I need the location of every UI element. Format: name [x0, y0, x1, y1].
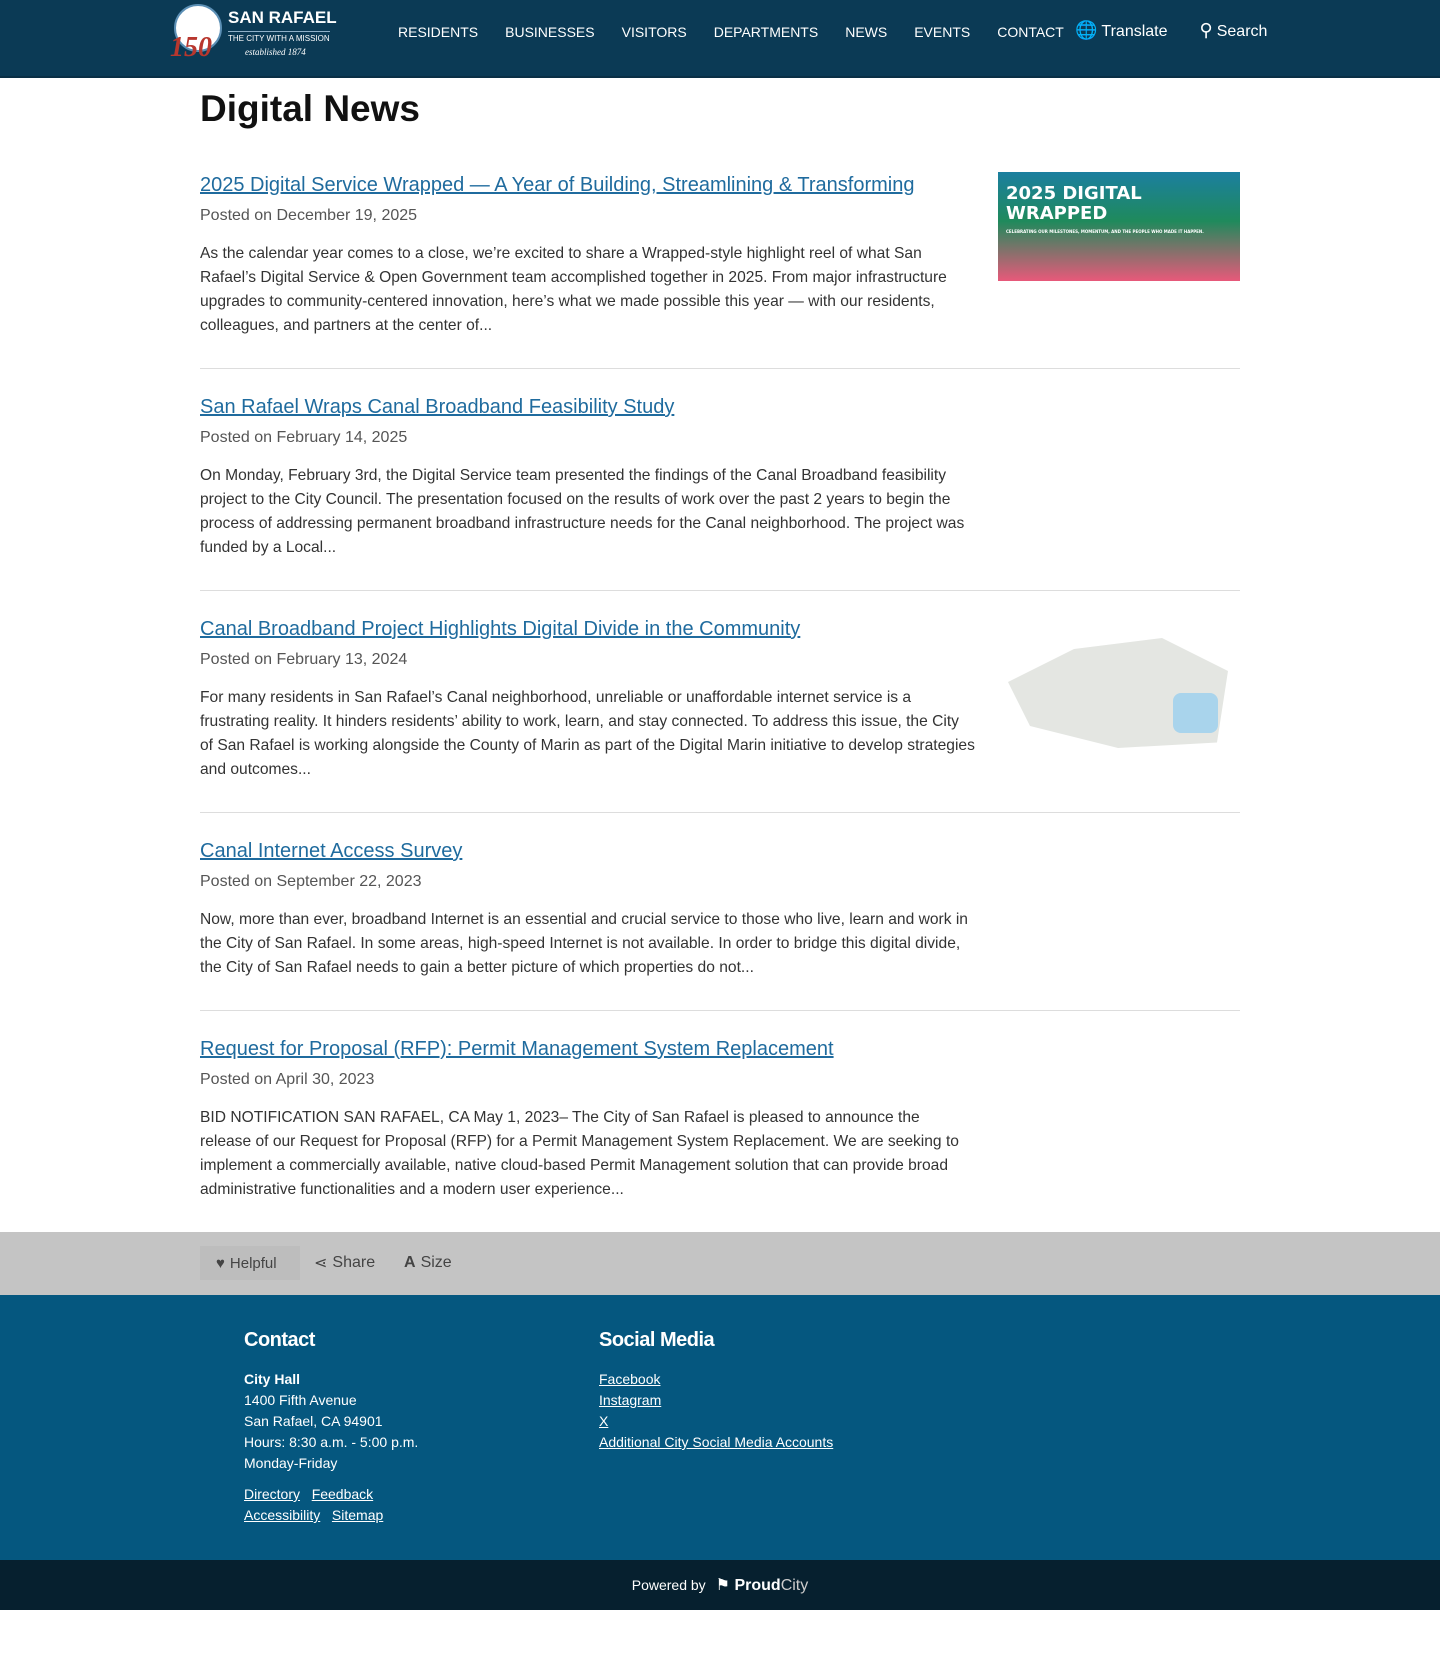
brand-light: City	[780, 1577, 809, 1594]
news-item	[200, 618, 1240, 813]
canal-map-thumbnail[interactable]	[998, 618, 1240, 780]
site-header	[0, 0, 1440, 78]
logo-established: established 1874	[245, 47, 306, 57]
nav-events[interactable]: EVENTS	[914, 24, 971, 40]
main-nav	[398, 0, 1064, 64]
page-actions-bar	[0, 1232, 1440, 1295]
news-date: Posted on April 30, 2023	[200, 1071, 375, 1088]
x-link[interactable]: X	[599, 1413, 609, 1429]
nav-news[interactable]: NEWS	[845, 24, 888, 40]
size-button[interactable]	[404, 1246, 452, 1280]
search-label: Search	[1216, 23, 1268, 40]
share-icon: ⋖	[314, 1255, 328, 1272]
map-water	[1173, 693, 1218, 733]
logo-anniversary: 150	[170, 32, 212, 63]
translate-label: Translate	[1101, 23, 1168, 40]
news-title-link[interactable]: Request for Proposal (RFP): Permit Management System Replacement	[200, 1038, 834, 1060]
thumbnail-text: 2025 DIGITAL WRAPPED	[1006, 183, 1142, 224]
news-excerpt: For many residents in San Rafael’s Canal neighborhood, unreliable or unaffordable internet service is a frustrating reality. It hinders residents’ ability to work, learn, and stay connected. To address this issue, the City of San Rafael is working alongside the County of Marin as part of the Digital Marin initiative to develop strategies and outcomes...	[200, 689, 975, 778]
globe-icon: 🌐	[1075, 20, 1098, 40]
news-date: Posted on February 13, 2024	[200, 651, 408, 668]
accessibility-link[interactable]: Accessibility	[244, 1507, 321, 1523]
sitemap-link[interactable]: Sitemap	[331, 1507, 384, 1523]
share-label: Share	[332, 1254, 376, 1271]
news-item	[200, 1038, 1240, 1233]
contact-heading: Contact	[244, 1329, 315, 1351]
helpful-button[interactable]	[200, 1246, 300, 1280]
news-item	[200, 396, 1240, 591]
news-excerpt: Now, more than ever, broadband Internet is an essential and crucial service to those who live, learn and work in the City of San Rafael. In some areas, high-speed Internet is not available. In order to bridge this digital divide, the City of San Rafael needs to gain a better picture of which properties do not...	[200, 911, 968, 976]
directory-link[interactable]: Directory	[244, 1486, 301, 1502]
contact-city: San Rafael, CA 94901	[244, 1413, 383, 1429]
contact-address: 1400 Fifth Avenue	[244, 1392, 357, 1408]
nav-residents[interactable]: RESIDENTS	[398, 24, 479, 40]
contact-info	[244, 1369, 418, 1526]
size-label: Size	[420, 1254, 452, 1271]
search-button[interactable]	[1200, 20, 1268, 41]
nav-visitors[interactable]: VISITORS	[621, 24, 687, 40]
site-footer	[0, 1295, 1440, 1560]
feedback-link[interactable]: Feedback	[311, 1486, 374, 1502]
news-date: Posted on February 14, 2025	[200, 429, 408, 446]
social-links	[599, 1369, 833, 1453]
additional-social-link[interactable]: Additional City Social Media Accounts	[599, 1434, 834, 1450]
powered-by-label: Powered by	[631, 1577, 706, 1593]
news-thumbnail[interactable]	[998, 172, 1240, 281]
helpful-label: Helpful	[229, 1254, 277, 1272]
contact-hours: Hours: 8:30 a.m. - 5:00 p.m.	[244, 1434, 419, 1450]
news-item	[200, 840, 1240, 1011]
powered-by-bar	[0, 1560, 1440, 1610]
proudcity-logo[interactable]	[716, 1575, 809, 1595]
contact-days: Monday-Friday	[244, 1455, 338, 1471]
logo-name: SAN RAFAEL	[228, 8, 337, 27]
search-icon: ⚲	[1199, 20, 1213, 40]
logo-tagline: THE CITY WITH A MISSION	[228, 31, 330, 44]
facebook-link[interactable]: Facebook	[599, 1371, 661, 1387]
contact-place: City Hall	[244, 1371, 301, 1387]
instagram-link[interactable]: Instagram	[599, 1392, 662, 1408]
proudcity-flag-icon: ⚑	[715, 1577, 731, 1594]
heart-icon: ♥	[216, 1254, 225, 1272]
news-title-link[interactable]: Canal Broadband Project Highlights Digital Divide in the Community	[200, 618, 801, 640]
news-title-link[interactable]: San Rafael Wraps Canal Broadband Feasibility Study	[200, 396, 675, 418]
news-excerpt: BID NOTIFICATION SAN RAFAEL, CA May 1, 2023– The City of San Rafael is pleased to announce the release of our Request for Proposal (RFP) for a Permit Management System Replacement. We are seeking to implement a commercially available, native cloud-based Permit Management solution that can provide broad administrative functionalities and a modern user experience...	[200, 1109, 959, 1198]
social-heading: Social Media	[599, 1329, 715, 1351]
font-size-icon: A	[404, 1254, 416, 1271]
page-title: Digital News	[200, 88, 420, 129]
news-date: Posted on September 22, 2023	[200, 873, 422, 890]
news-title-link[interactable]: 2025 Digital Service Wrapped — A Year of Building, Streamlining & Transforming	[200, 174, 915, 196]
brand-bold: Proud	[734, 1577, 781, 1594]
news-date: Posted on December 19, 2025	[200, 207, 418, 224]
nav-departments[interactable]: DEPARTMENTS	[713, 24, 819, 40]
share-button[interactable]	[314, 1246, 375, 1280]
news-item	[200, 174, 1240, 369]
nav-businesses[interactable]: BUSINESSES	[505, 24, 595, 40]
news-excerpt: On Monday, February 3rd, the Digital Service team presented the findings of the Canal Broadband feasibility project to the City Council. The presentation focused on the results of work over the past 2 years to begin the process of addressing permanent broadband infrastructure needs for the Canal neighborhood. The project was funded by a Local...	[200, 467, 965, 556]
nav-contact[interactable]: CONTACT	[997, 24, 1064, 40]
news-title-link[interactable]: Canal Internet Access Survey	[200, 840, 463, 862]
news-excerpt: As the calendar year comes to a close, we’re excited to share a Wrapped-style highlight reel of what San Rafael’s Digital Service & Open Government team accomplished together in 2025. From major infrastructure upgrades to community-centered innovation, here’s what we made possible this year — with our residents, colleagues, and partners at the center of...	[200, 245, 947, 334]
thumbnail-caption: CELEBRATING OUR MILESTONES, MOMENTUM, AND THE PEOPLE WHO MADE IT HAPPEN.	[1006, 229, 1204, 234]
translate-button[interactable]	[1075, 20, 1168, 41]
city-logo[interactable]	[170, 2, 340, 62]
